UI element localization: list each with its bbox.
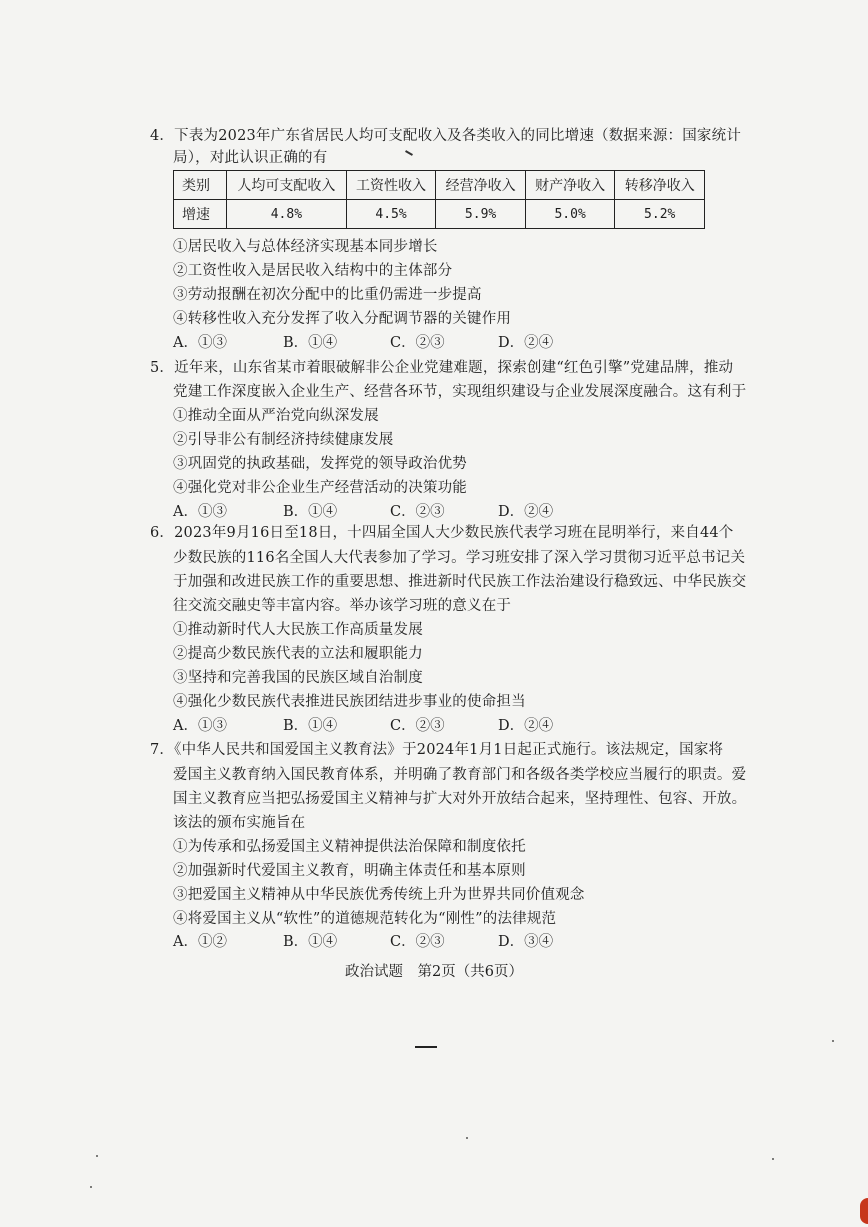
red-edge-mark (860, 1198, 868, 1224)
q5-option-a[interactable]: A．①③ (173, 504, 227, 520)
table-header-row (174, 171, 705, 200)
q7-stem-line-3: 国主义教育应当把弘扬爱国主义精神与扩大对外开放结合起来，坚持理性、包容、开放。 (173, 791, 747, 807)
pen-mark (405, 150, 413, 156)
table-header-cell: 工资性收入 (346, 171, 436, 200)
q4-item-3: ③劳动报酬在初次分配中的比重仍需进一步提高 (173, 287, 482, 303)
scan-dash-mark (415, 1046, 437, 1048)
table-header-cell: 经营净收入 (436, 171, 526, 200)
q4-item-4: ④转移性收入充分发挥了收入分配调节器的关键作用 (173, 311, 512, 327)
q4-item-1: ①居民收入与总体经济实现基本同步增长 (173, 239, 438, 255)
scan-speck (832, 1040, 834, 1042)
q6-option-b[interactable]: B．①④ (283, 718, 338, 734)
table-cell: 增速 (174, 200, 227, 229)
q4-stem-line-2: 局），对此认识正确的有 (173, 150, 328, 166)
q5-item-1: ①推动全面从严治党向纵深发展 (173, 408, 379, 424)
q6-stem-line-2: 少数民族的116名全国人大代表参加了学习。学习班安排了深入学习贯彻习近平总书记关 (173, 550, 746, 566)
q6-item-3: ③坚持和完善我国的民族区域自治制度 (173, 670, 423, 686)
q7-option-d[interactable]: D．③④ (498, 934, 554, 950)
q7-stem-line-1: 7．《中华人民共和国爱国主义教育法》于2024年1月1日起正式施行。该法规定，国家将 (150, 742, 724, 758)
q7-option-a[interactable]: A．①② (173, 934, 227, 950)
q6-option-c[interactable]: C．②③ (390, 718, 445, 734)
table-header-cell: 转移净收入 (615, 171, 705, 200)
q6-item-2: ②提高少数民族代表的立法和履职能力 (173, 646, 423, 662)
table-cell: 5.0% (525, 200, 615, 229)
q5-item-4: ④强化党对非公企业生产经营活动的决策功能 (173, 480, 467, 496)
q6-stem-line-4: 往交流交融史等丰富内容。举办该学习班的意义在于 (173, 598, 512, 614)
scan-speck (466, 1137, 468, 1139)
q7-stem-line-2: 爱国主义教育纳入国民教育体系，并明确了教育部门和各级各类学校应当履行的职责。爱 (173, 767, 747, 783)
q4-stem-line-1: 4．下表为2023年广东省居民人均可支配收入及各类收入的同比增速（数据来源：国家统计 (150, 128, 742, 144)
q7-option-c[interactable]: C．②③ (390, 934, 445, 950)
q7-item-4: ④将爱国主义从“软性”的道德规范转化为“刚性”的法律规范 (173, 911, 557, 927)
q7-option-b[interactable]: B．①④ (283, 934, 338, 950)
q5-item-2: ②引导非公有制经济持续健康发展 (173, 432, 394, 448)
scan-speck (96, 1155, 98, 1157)
page-footer: 政治试题 第2页（共6页） (345, 964, 523, 980)
q5-item-3: ③巩固党的执政基础，发挥党的领导政治优势 (173, 456, 467, 472)
q6-item-4: ④强化少数民族代表推进民族团结进步事业的使命担当 (173, 694, 526, 710)
q4-option-c[interactable]: C．②③ (390, 335, 445, 351)
q7-item-2: ②加强新时代爱国主义教育，明确主体责任和基本原则 (173, 863, 526, 879)
table-cell: 4.8% (227, 200, 347, 229)
q5-stem-line-1: 5．近年来，山东省某市着眼破解非公企业党建难题，探索创建“红色引擎”党建品牌，推动 (150, 360, 734, 376)
q6-stem-line-1: 6．2023年9月16日至18日，十四届全国人大少数民族代表学习班在昆明举行，来自44个 (150, 525, 734, 541)
table-header-cell: 类别 (174, 171, 227, 200)
q4-option-a[interactable]: A．①③ (173, 335, 227, 351)
scan-speck (90, 1186, 92, 1188)
table-cell: 4.5% (346, 200, 436, 229)
q7-item-3: ③把爱国主义精神从中华民族优秀传统上升为世界共同价值观念 (173, 887, 585, 903)
q5-option-d[interactable]: D．②④ (498, 504, 554, 520)
q5-stem-line-2: 党建工作深度嵌入企业生产、经营各环节，实现组织建设与企业发展深度融合。这有利于 (173, 384, 747, 400)
q4-item-2: ②工资性收入是居民收入结构中的主体部分 (173, 263, 453, 279)
q6-item-1: ①推动新时代人大民族工作高质量发展 (173, 622, 423, 638)
q4-option-b[interactable]: B．①④ (283, 335, 338, 351)
q7-item-1: ①为传承和弘扬爱国主义精神提供法治保障和制度依托 (173, 839, 526, 855)
q5-option-b[interactable]: B．①④ (283, 504, 338, 520)
q6-option-a[interactable]: A．①③ (173, 718, 227, 734)
q7-stem-line-4: 该法的颁布实施旨在 (173, 815, 306, 831)
q5-option-c[interactable]: C．②③ (390, 504, 445, 520)
table-row (174, 200, 705, 229)
table-cell: 5.2% (615, 200, 705, 229)
scan-speck (772, 1158, 774, 1160)
income-growth-table (173, 170, 705, 229)
table-header-cell: 人均可支配收入 (227, 171, 347, 200)
q4-option-d[interactable]: D．②④ (498, 335, 554, 351)
table-cell: 5.9% (436, 200, 526, 229)
q6-option-d[interactable]: D．②④ (498, 718, 554, 734)
q6-stem-line-3: 于加强和改进民族工作的重要思想、推进新时代民族工作法治建设行稳致远、中华民族交 (173, 574, 747, 590)
table-header-cell: 财产净收入 (525, 171, 615, 200)
